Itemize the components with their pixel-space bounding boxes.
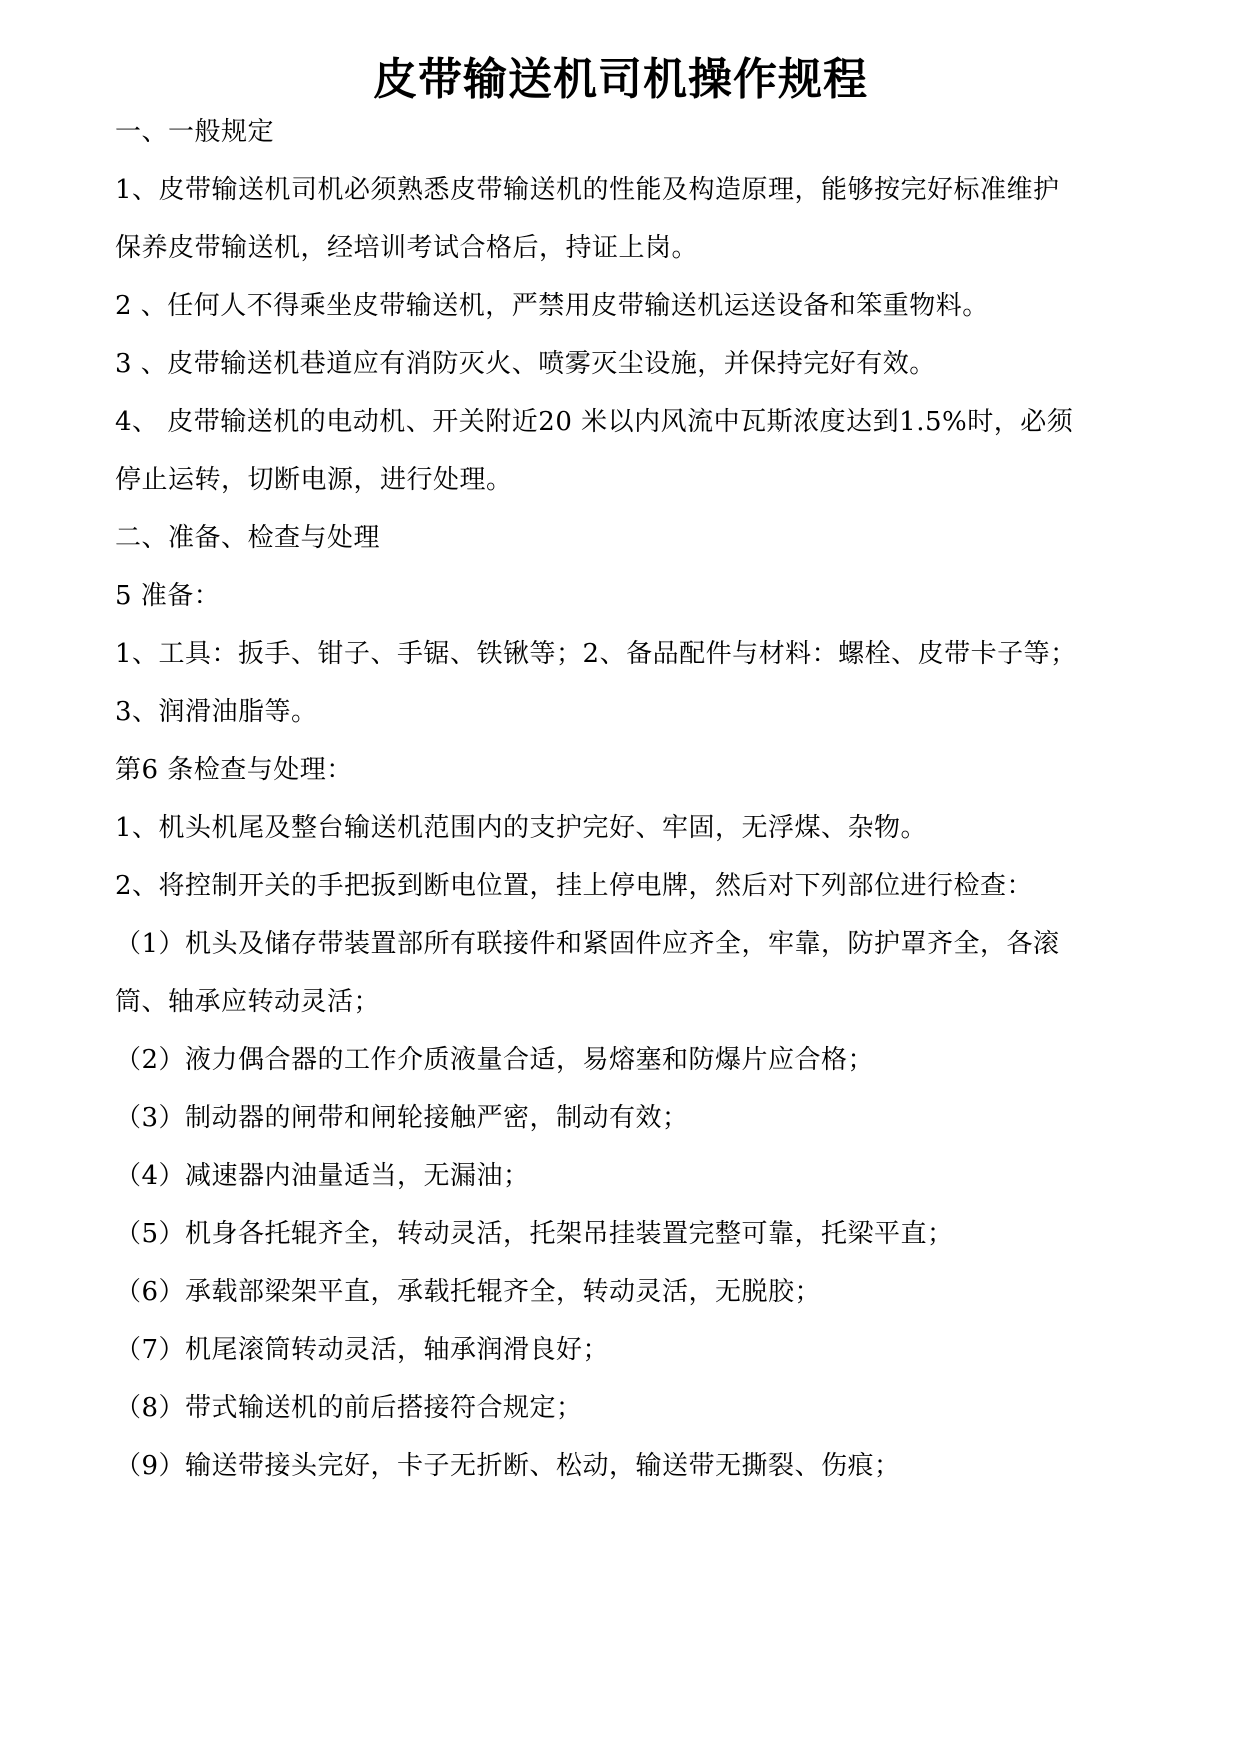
text-line: 2、将控制开关的手把扳到断电位置，挂上停电牌，然后对下列部位进行检查： bbox=[115, 871, 1034, 901]
text-line: 3 、皮带输送机巷道应有消防灭火、喷雾灭尘设施，并保持完好有效。 bbox=[115, 349, 936, 379]
section-heading: 一、一般规定 bbox=[115, 117, 275, 147]
list-item: （8）带式输送机的前后搭接符合规定； bbox=[115, 1393, 583, 1423]
list-item: （6）承载部梁架平直，承载托辊齐全，转动灵活，无脱胶； bbox=[115, 1277, 822, 1307]
text-line: 1、机头机尾及整台输送机范围内的支护完好、牢固，无浮煤、杂物。 bbox=[115, 813, 928, 843]
list-item: （5）机身各托辊齐全，转动灵活，托架吊挂装置完整可靠，托梁平直； bbox=[115, 1219, 954, 1249]
document-title: 皮带输送机司机操作规程 bbox=[373, 54, 868, 105]
section-heading: 二、准备、检查与处理 bbox=[115, 523, 381, 553]
text-line: 停止运转，切断电源，进行处理。 bbox=[115, 465, 513, 495]
text-line: 第6 条检查与处理： bbox=[115, 755, 353, 785]
list-item-continued: 筒、轴承应转动灵活； bbox=[115, 987, 381, 1017]
text-line: 保养皮带输送机，经培训考试合格后，持证上岗。 bbox=[115, 233, 699, 263]
text-line: 2 、任何人不得乘坐皮带输送机，严禁用皮带输送机运送设备和笨重物料。 bbox=[115, 291, 989, 321]
text-line: 3、润滑油脂等。 bbox=[115, 697, 318, 727]
list-item: （3）制动器的闸带和闸轮接触严密，制动有效； bbox=[115, 1103, 689, 1133]
list-item: （1）机头及储存带装置部所有联接件和紧固件应齐全，牢靠，防护罩齐全，各滚 bbox=[115, 929, 1060, 959]
text-line: 5 准备： bbox=[115, 581, 221, 611]
list-item: （4）减速器内油量适当，无漏油； bbox=[115, 1161, 530, 1191]
list-item: （9）输送带接头完好，卡子无折断、松动，输送带无撕裂、伤痕； bbox=[115, 1451, 901, 1481]
text-line: 1、皮带输送机司机必须熟悉皮带输送机的性能及构造原理，能够按完好标准维护 bbox=[115, 175, 1060, 205]
text-line: 4、 皮带输送机的电动机、开关附近20 米以内风流中瓦斯浓度达到1.5%时，必须 bbox=[115, 407, 1074, 437]
list-item: （7）机尾滚筒转动灵活，轴承润滑良好； bbox=[115, 1335, 610, 1365]
list-item: （2）液力偶合器的工作介质液量合适，易熔塞和防爆片应合格； bbox=[115, 1045, 875, 1075]
text-line: 1、工具：扳手、钳子、手锯、铁锹等；2、备品配件与材料：螺栓、皮带卡子等； bbox=[115, 639, 1077, 669]
